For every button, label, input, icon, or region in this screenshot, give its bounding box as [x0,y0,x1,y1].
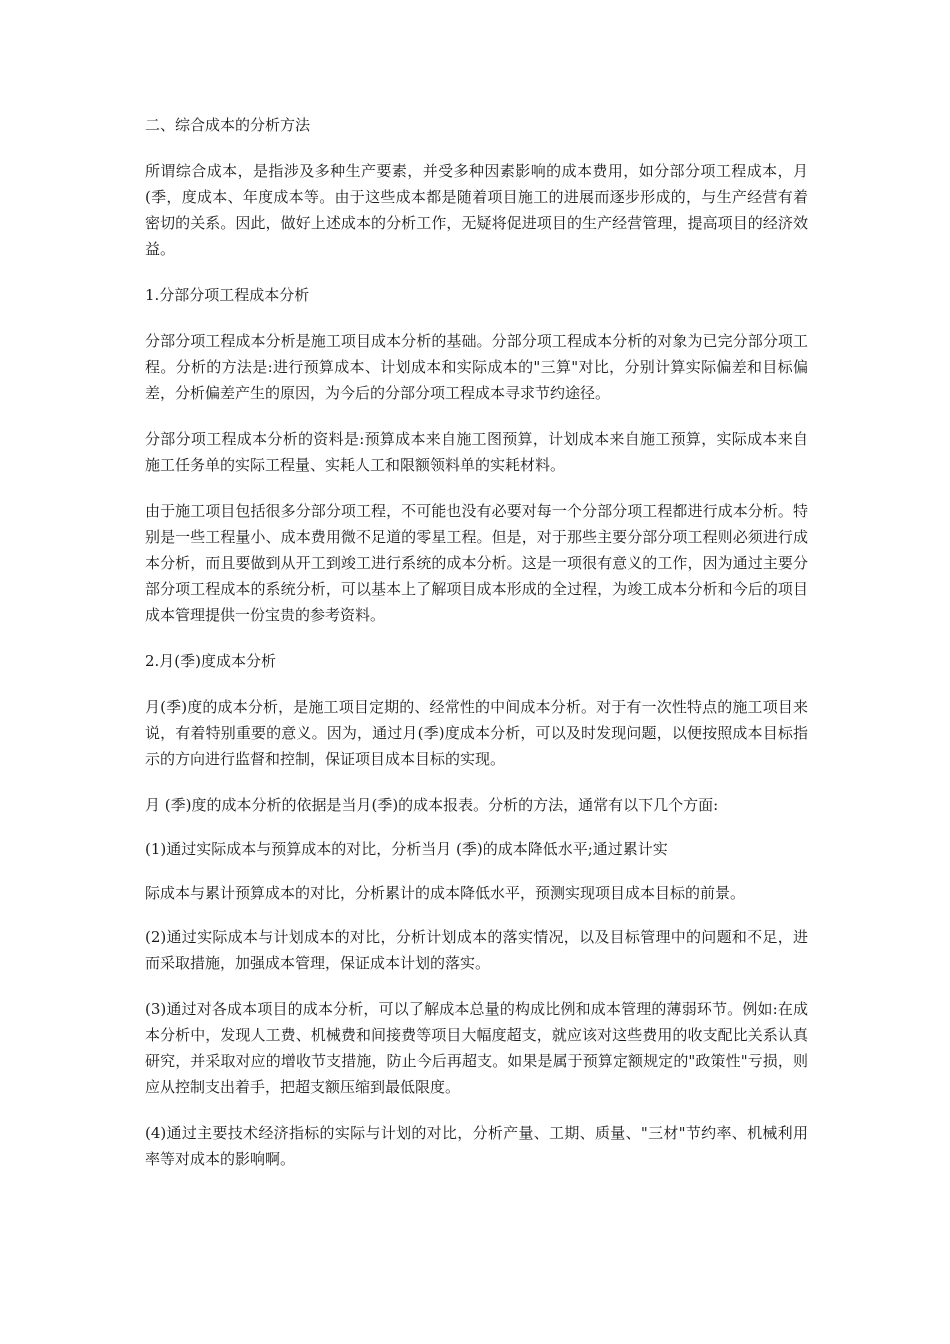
list-item-4: (4)通过主要技术经济指标的实际与计划的对比，分析产量、工期、质量、"三材"节约率、机械利用率等对成本的影响啊。 [145,1124,808,1168]
paragraph: 由于施工项目包括很多分部分项工程，不可能也没有必要对每一个分部分项工程都进行成本分析。特别是一些工程量小、成本费用微不足道的零星工程。但是，对于那些主要分部分项工程则必须进行成本分析，而且要做到从开工到竣工进行系统的成本分析。这是一项很有意义的工作，因为通过主要分部分项工程成本的系统分析，可以基本上了解项目成本形成的全过程，为竣工成本分析和今后的项目成本管理提供一份宝贵的参考资料。 [145,502,808,624]
list-item-1-part-b: 际成本与累计预算成本的对比，分析累计的成本降低水平，预测实现项目成本目标的前景。 [145,884,746,902]
list-item-3: (3)通过对各成本项目的成本分析，可以了解成本总量的构成比例和成本管理的薄弱环节。例如:在成本分析中，发现人工费、机械费和间接费等项目大幅度超支，就应该对这些费用的收支配比关系认真研究，并采取对应的增收节支措施，防止今后再超支。如果是属于预算定额规定的"政策性"亏损，则应从控制支出着手，把超支额压缩到最低限度。 [145,1000,808,1096]
paragraph: 分部分项工程成本分析是施工项目成本分析的基础。分部分项工程成本分析的对象为已完分部分项工程。分析的方法是:进行预算成本、计划成本和实际成本的"三算"对比，分别计算实际偏差和目标偏差，分析偏差产生的原因，为今后的分部分项工程成本寻求节约途径。 [145,332,808,402]
section-heading: 二、综合成本的分析方法 [145,116,311,134]
paragraph-intro: 所谓综合成本，是指涉及多种生产要素，并受多种因素影响的成本费用，如分部分项工程成本，月 (季，度成本、年度成本等。由于这些成本都是随着项目施工的进展而逐步形成的，与生产经营有着密切的关系。因此，做好上述成本的分析工作，无疑将促进项目的生产经营管理，提高项目的经济效益。 [145,162,808,258]
list-item-2: (2)通过实际成本与计划成本的对比，分析计划成本的落实情况，以及目标管理中的问题和不足，进而采取措施，加强成本管理，保证成本计划的落实。 [145,928,808,972]
paragraph: 月 (季)度的成本分析的依据是当月(季)的成本报表。分析的方法，通常有以下几个方面: [145,796,719,814]
subheading-2: 2.月(季)度成本分析 [145,652,277,670]
subheading-1: 1.分部分项工程成本分析 [145,286,310,304]
list-item-1-part-a: (1)通过实际成本与预算成本的对比，分析当月 (季)的成本降低水平;通过累计实 [145,840,668,858]
paragraph: 月(季)度的成本分析，是施工项目定期的、经常性的中间成本分析。对于有一次性特点的施工项目来说，有着特别重要的意义。因为，通过月(季)度成本分析，可以及时发现问题，以便按照成本目标指示的方向进行监督和控制，保证项目成本目标的实现。 [145,698,808,768]
paragraph: 分部分项工程成本分析的资料是:预算成本来自施工图预算，计划成本来自施工预算，实际成本来自施工任务单的实际工程量、实耗人工和限额领料单的实耗材料。 [145,430,808,474]
document-page [145,112,808,1192]
